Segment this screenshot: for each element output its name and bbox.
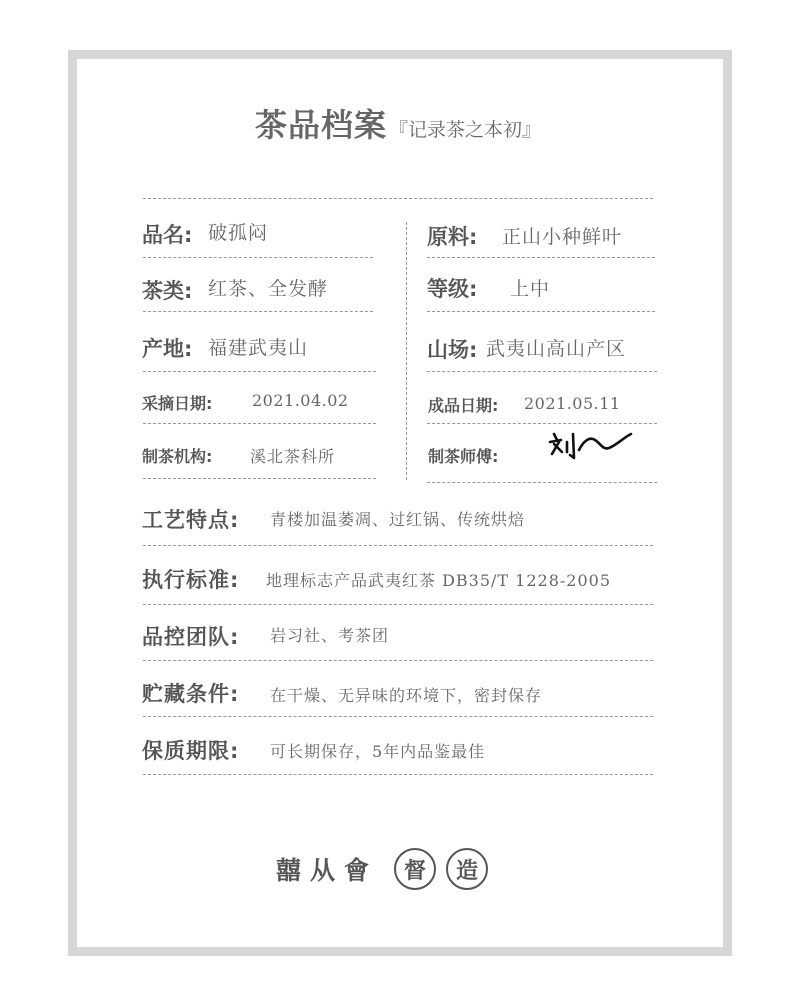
divider <box>143 716 653 717</box>
divider <box>143 311 373 312</box>
org-label: 制茶机构: <box>142 447 213 466</box>
grade-label: 等级: <box>427 277 478 301</box>
divider <box>143 545 653 546</box>
divider <box>143 423 376 424</box>
pick-date-label: 采摘日期: <box>142 394 213 413</box>
material-value: 正山小种鲜叶 <box>502 226 623 248</box>
signature <box>545 428 635 468</box>
divider <box>427 482 657 483</box>
brand-mark: 囍从會 <box>276 856 379 885</box>
team-value: 岩习社、考茶团 <box>270 626 390 645</box>
divider <box>143 660 653 661</box>
storage-label: 贮藏条件: <box>142 682 240 706</box>
divider <box>143 604 653 605</box>
grade-value: 上中 <box>510 278 551 300</box>
standard-value: 地理标志产品武夷红茶 DB35/T 1228-2005 <box>266 571 612 590</box>
divider-top <box>143 198 653 199</box>
shelf-value: 可长期保存，5年内品鉴最佳 <box>270 742 486 761</box>
master-label: 制茶师傅: <box>428 447 499 466</box>
divider <box>427 371 657 372</box>
name-label: 品名: <box>142 223 193 247</box>
mountain-label: 山场: <box>427 338 478 362</box>
header <box>255 100 541 146</box>
origin-value: 福建武夷山 <box>208 337 309 359</box>
type-value: 红茶、全发酵 <box>208 278 329 300</box>
material-label: 原料: <box>427 225 478 249</box>
pick-date-value: 2021.04.02 <box>252 391 349 410</box>
seal-stamp: 造 <box>446 848 488 890</box>
footer <box>276 846 488 892</box>
page-title: 茶品档案 <box>255 106 388 144</box>
divider <box>143 371 376 372</box>
divider <box>143 774 653 775</box>
org-value: 溪北茶科所 <box>250 447 336 466</box>
storage-value: 在干燥、无异味的环境下，密封保存 <box>270 686 543 705</box>
page-subtitle: 『记录茶之本初』 <box>389 119 542 141</box>
craft-value: 青楼加温萎凋、过红锅、传统烘焙 <box>270 510 526 529</box>
team-label: 品控团队: <box>142 625 240 649</box>
seal-stamp: 督 <box>394 848 436 890</box>
divider <box>143 478 376 479</box>
finish-date-label: 成品日期: <box>428 396 499 415</box>
divider <box>427 257 655 258</box>
document-frame <box>68 50 732 956</box>
divider <box>427 311 655 312</box>
shelf-label: 保质期限: <box>142 739 240 763</box>
divider <box>427 423 657 424</box>
standard-label: 执行标准: <box>142 568 240 592</box>
origin-label: 产地: <box>142 337 193 361</box>
craft-label: 工艺特点: <box>142 508 240 532</box>
divider <box>143 257 373 258</box>
column-divider <box>406 222 407 480</box>
mountain-value: 武夷山高山产区 <box>486 338 627 360</box>
finish-date-value: 2021.05.11 <box>524 394 621 413</box>
type-label: 茶类: <box>142 279 193 303</box>
name-value: 破孤闷 <box>208 222 269 244</box>
